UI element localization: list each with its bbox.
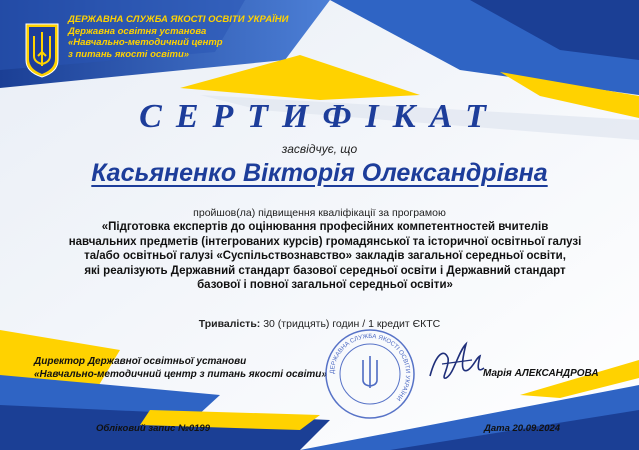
program-title bbox=[50, 220, 600, 293]
certifies-text: засвідчує, що bbox=[281, 142, 358, 156]
certificate-title: СЕРТИФІКАТ bbox=[139, 98, 500, 135]
program-line: які реалізують Державний стандарт базової середньої освіти і Державний стандарт bbox=[84, 264, 566, 277]
duration-value: 30 (тридцять) годин / 1 кредит ЄКТС bbox=[263, 318, 441, 330]
program-line: базової і повної загальної середньої освіти» bbox=[197, 279, 453, 292]
signer-name: Марія АЛЕКСАНДРОВА bbox=[483, 368, 599, 379]
director-line-2: «Навчально-методичний центр з питань якості освіти» bbox=[34, 369, 327, 380]
director-line-1: Директор Державної освітньої установи bbox=[34, 356, 247, 367]
recipient-name: Касьяненко Вікторія Олександрівна bbox=[91, 159, 548, 187]
signature bbox=[422, 334, 492, 394]
org-line-2: Державна освітня установа bbox=[68, 25, 207, 37]
duration-label: Тривалість: bbox=[198, 318, 261, 330]
org-line-1: ДЕРЖАВНА СЛУЖБА ЯКОСТІ ОСВІТИ УКРАЇНИ bbox=[68, 14, 289, 25]
org-line-3: «Навчально-методичний центр bbox=[68, 37, 223, 48]
passed-text: пройшов(ла) підвищення кваліфікації за програмою bbox=[193, 207, 446, 219]
program-line: та/або освітньої галузі «Суспільствознавство» закладів загальної середньої освіти, bbox=[84, 250, 566, 263]
program-line: «Підготовка експертів до оцінювання професійних компетентностей вчителів bbox=[101, 221, 549, 233]
registration-number: Обліковий запис №0199 bbox=[96, 423, 210, 434]
director-title bbox=[34, 355, 327, 381]
org-line-4: з питань якості освіти» bbox=[68, 48, 190, 60]
stamp-text: ДЕРЖАВНА СЛУЖБА ЯКОСТІ ОСВІТИ УКРАЇНИ bbox=[328, 332, 412, 402]
official-stamp bbox=[324, 328, 416, 420]
organization-block bbox=[68, 14, 288, 60]
issue-date: Дата 20.09.2024 bbox=[484, 423, 561, 434]
duration bbox=[0, 318, 639, 330]
program-line: навчальних предметів (інтегрованих курсів) громадянської та історичної освітньої галузі bbox=[68, 235, 582, 248]
coat-of-arms-icon bbox=[24, 22, 60, 78]
